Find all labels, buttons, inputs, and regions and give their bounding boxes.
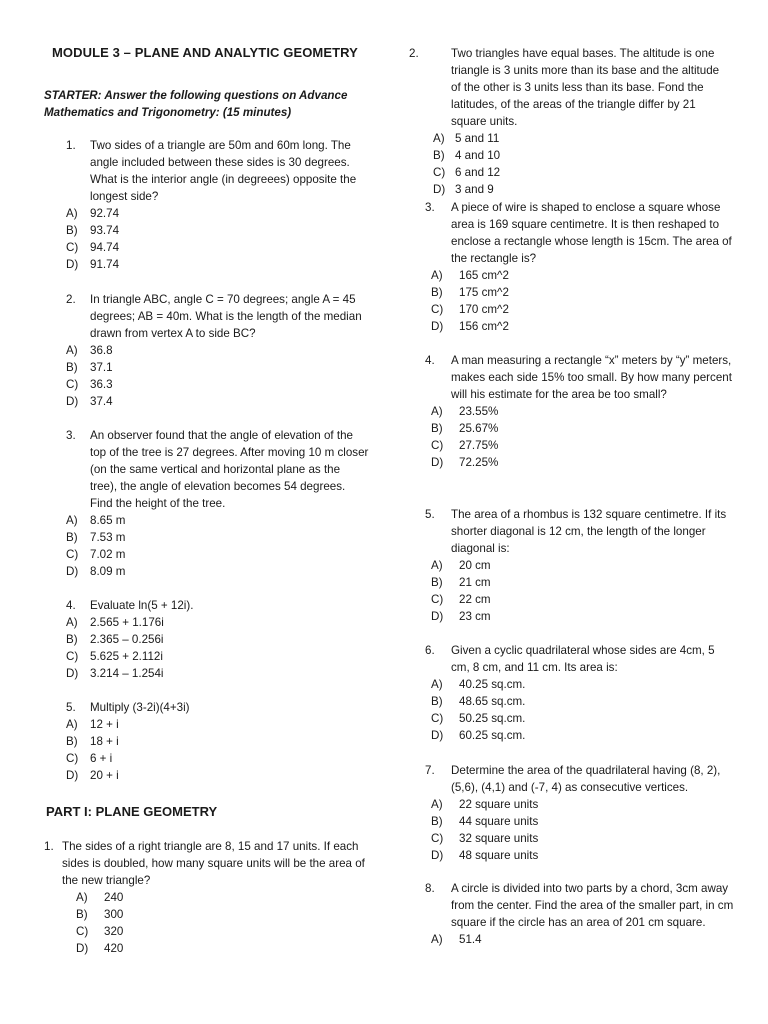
question-text: A circle is divided into two parts by a chord, 3cm away from the center. Find the area of the smaller part, in cm square if the circle has an area of 201 cm square. <box>451 882 734 929</box>
option-letter: C) <box>431 712 444 725</box>
option-text: 22 cm <box>459 593 491 606</box>
option-text: 51.4 <box>459 933 482 946</box>
option-list <box>405 557 735 625</box>
question-text: Multiply (3-2i)(4+3i) <box>90 701 190 714</box>
answer-option <box>40 342 370 359</box>
answer-option <box>405 557 735 574</box>
question-block <box>405 642 735 744</box>
option-text: 8.65 m <box>90 514 126 527</box>
answer-option <box>40 512 370 529</box>
answer-option <box>405 130 725 147</box>
option-letter: D) <box>431 320 444 333</box>
option-letter: D) <box>66 667 79 680</box>
option-text: 300 <box>104 908 124 921</box>
option-letter: C) <box>66 752 79 765</box>
option-letter: D) <box>431 849 444 862</box>
option-text: 20 cm <box>459 559 491 572</box>
answer-option <box>40 733 370 750</box>
question-text: Evaluate ln(5 + 12i). <box>90 599 194 612</box>
option-list <box>40 614 370 682</box>
option-list <box>405 267 735 335</box>
answer-option <box>405 284 735 301</box>
question-block <box>405 762 735 864</box>
question-block <box>40 137 370 273</box>
option-letter: D) <box>76 942 89 955</box>
option-letter: A) <box>66 514 78 527</box>
question-text: In triangle ABC, angle C = 70 degrees; angle A = 45 degrees; AB = 40m. What is the length of the median drawn from vertex A to side BC? <box>90 293 362 340</box>
starter-instructions: STARTER: Answer the following questions on Advance Mathematics and Trigonometry: (15 minutes) <box>44 89 348 119</box>
answer-option <box>40 614 370 631</box>
option-text: 12 + i <box>90 718 119 731</box>
option-text: 48.65 sq.cm. <box>459 695 526 708</box>
answer-option <box>40 529 370 546</box>
option-letter: A) <box>66 718 78 731</box>
page-title: MODULE 3 – PLANE AND ANALYTIC GEOMETRY <box>52 45 358 60</box>
option-text: 21 cm <box>459 576 491 589</box>
option-letter: C) <box>66 378 79 391</box>
answer-option <box>40 205 370 222</box>
answer-option <box>405 693 735 710</box>
option-text: 2.565 + 1.176i <box>90 616 164 629</box>
question-stem <box>405 642 735 676</box>
answer-option <box>405 710 735 727</box>
option-text: 94.74 <box>90 241 120 254</box>
option-text: 18 + i <box>90 735 119 748</box>
option-letter: B) <box>431 286 443 299</box>
option-letter: A) <box>431 933 443 946</box>
option-text: 6 + i <box>90 752 113 765</box>
answer-option <box>40 889 365 906</box>
option-text: 48 square units <box>459 849 539 862</box>
option-letter: B) <box>431 695 443 708</box>
option-letter: D) <box>431 729 444 742</box>
option-letter: D) <box>66 769 79 782</box>
option-text: 37.4 <box>90 395 113 408</box>
option-letter: B) <box>431 422 443 435</box>
question-text: The area of a rhombus is 132 square centimetre. If its shorter diagonal is 12 cm, the length of the longer diagonal is: <box>451 508 727 555</box>
question-number: 2. <box>66 293 76 306</box>
option-text: 5 and 11 <box>455 132 500 145</box>
question-text: Two sides of a triangle are 50m and 60m long. The angle included between these sides is 30 degrees. What is the interior angle (in degreees) opposite the longest side? <box>90 139 357 203</box>
question-number: 8. <box>425 882 435 895</box>
option-list <box>40 889 365 957</box>
answer-option <box>40 222 370 239</box>
question-block <box>405 880 735 948</box>
option-letter: B) <box>431 576 443 589</box>
question-text: Given a cyclic quadrilateral whose sides are 4cm, 5 cm, 8 cm, and 11 cm. Its area is: <box>451 644 715 674</box>
answer-option <box>40 376 370 393</box>
option-letter: C) <box>431 303 444 316</box>
option-letter: A) <box>431 269 443 282</box>
answer-option <box>40 256 370 273</box>
question-number: 4. <box>66 599 76 612</box>
answer-option <box>405 147 725 164</box>
option-text: 165 cm^2 <box>459 269 509 282</box>
question-text: The sides of a right triangle are 8, 15 and 17 units. If each sides is doubled, how many square units will be the area of the new triangle? <box>62 840 365 887</box>
option-list <box>40 205 370 273</box>
option-text: 23.55% <box>459 405 499 418</box>
option-letter: B) <box>76 908 88 921</box>
option-text: 91.74 <box>90 258 120 271</box>
question-stem <box>40 427 370 512</box>
answer-option <box>405 437 735 454</box>
option-list <box>405 403 735 471</box>
option-text: 170 cm^2 <box>459 303 509 316</box>
option-text: 36.8 <box>90 344 113 357</box>
option-text: 3 and 9 <box>455 183 494 196</box>
answer-option <box>405 454 735 471</box>
question-stem <box>40 137 370 205</box>
option-text: 27.75% <box>459 439 499 452</box>
answer-option <box>40 393 370 410</box>
question-text: A man measuring a rectangle “x” meters by “y” meters, makes each side 15% too small. By how many percent will his estimate for the area be too small? <box>451 354 732 401</box>
answer-option <box>40 923 365 940</box>
option-list <box>40 342 370 410</box>
question-text: Determine the area of the quadrilateral having (8, 2), (5,6), (4,1) and (-7, 4) as consecutive vertices. <box>451 764 721 794</box>
question-number: 2. <box>409 47 419 60</box>
option-text: 8.09 m <box>90 565 126 578</box>
question-block <box>40 838 365 957</box>
answer-option <box>40 716 370 733</box>
option-list <box>405 676 735 744</box>
option-letter: B) <box>66 735 78 748</box>
question-block <box>40 427 370 580</box>
option-letter: B) <box>66 224 78 237</box>
option-letter: D) <box>66 258 79 271</box>
question-block <box>405 506 735 625</box>
option-text: 23 cm <box>459 610 491 623</box>
question-block <box>405 352 735 471</box>
option-letter: A) <box>431 405 443 418</box>
option-text: 44 square units <box>459 815 539 828</box>
answer-option <box>40 563 370 580</box>
option-letter: A) <box>76 891 88 904</box>
option-text: 37.1 <box>90 361 113 374</box>
option-text: 93.74 <box>90 224 120 237</box>
option-text: 5.625 + 2.112i <box>90 650 163 663</box>
answer-option <box>405 574 735 591</box>
answer-option <box>405 420 735 437</box>
question-number: 7. <box>425 764 435 777</box>
option-text: 420 <box>104 942 124 955</box>
option-text: 92.74 <box>90 207 120 220</box>
question-stem <box>405 199 735 267</box>
answer-option <box>40 750 370 767</box>
answer-option <box>405 403 735 420</box>
question-number: 6. <box>425 644 435 657</box>
option-letter: C) <box>431 832 444 845</box>
question-stem <box>405 45 725 130</box>
option-letter: A) <box>66 207 78 220</box>
answer-option <box>40 665 370 682</box>
option-letter: C) <box>66 650 79 663</box>
answer-option <box>405 931 735 948</box>
option-text: 40.25 sq.cm. <box>459 678 526 691</box>
option-text: 240 <box>104 891 124 904</box>
option-letter: D) <box>431 456 444 469</box>
option-letter: A) <box>431 798 443 811</box>
question-block <box>40 291 370 410</box>
option-text: 3.214 – 1.254i <box>90 667 164 680</box>
question-stem <box>405 352 735 403</box>
option-text: 2.365 – 0.256i <box>90 633 164 646</box>
question-stem <box>40 838 365 889</box>
option-text: 7.53 m <box>90 531 126 544</box>
option-letter: B) <box>433 149 445 162</box>
answer-option <box>405 847 735 864</box>
question-stem <box>40 597 370 614</box>
answer-option <box>40 631 370 648</box>
question-stem <box>405 880 735 931</box>
answer-option <box>40 359 370 376</box>
option-list <box>40 716 370 784</box>
question-number: 5. <box>66 701 76 714</box>
option-letter: A) <box>66 344 78 357</box>
option-letter: B) <box>66 633 78 646</box>
question-text: Two triangles have equal bases. The altitude is one triangle is 3 units more than its base and the altitude of the other is 3 units less than its base. Fond the latitudes, of the areas of the triangle differ by 21 square units. <box>451 47 720 128</box>
option-list <box>405 796 735 864</box>
question-text: An observer found that the angle of elevation of the top of the tree is 27 degrees. After moving 10 m closer (on the same vertical and horizontal plane as the tree), the angle of elevation becomes 54 degrees. Find the height of the tree. <box>90 429 369 510</box>
answer-option <box>405 813 735 830</box>
option-text: 50.25 sq.cm. <box>459 712 526 725</box>
answer-option <box>40 906 365 923</box>
option-text: 72.25% <box>459 456 499 469</box>
answer-option <box>405 318 735 335</box>
question-block <box>405 199 735 335</box>
question-number: 3. <box>66 429 76 442</box>
answer-option <box>40 940 365 957</box>
question-stem <box>405 762 735 796</box>
option-letter: A) <box>66 616 78 629</box>
option-text: 60.25 sq.cm. <box>459 729 526 742</box>
answer-option <box>405 796 735 813</box>
question-number: 3. <box>425 201 435 214</box>
option-text: 156 cm^2 <box>459 320 509 333</box>
option-letter: C) <box>431 439 444 452</box>
question-text: A piece of wire is shaped to enclose a square whose area is 169 square centimetre. It is then reshaped to enclose a rectangle whose length is 15cm. The area of the rectangle is? <box>451 201 732 265</box>
answer-option <box>40 546 370 563</box>
option-list <box>405 931 735 948</box>
answer-option <box>405 608 735 625</box>
question-number: 1. <box>44 840 54 853</box>
option-letter: D) <box>431 610 444 623</box>
option-text: 6 and 12 <box>455 166 501 179</box>
question-block <box>40 699 370 784</box>
option-text: 320 <box>104 925 124 938</box>
option-text: 32 square units <box>459 832 539 845</box>
option-letter: D) <box>66 565 79 578</box>
question-stem <box>40 699 370 716</box>
option-letter: A) <box>433 132 445 145</box>
question-number: 5. <box>425 508 435 521</box>
answer-option <box>40 767 370 784</box>
option-text: 4 and 10 <box>455 149 501 162</box>
answer-option <box>40 239 370 256</box>
question-number: 4. <box>425 354 435 367</box>
answer-option <box>405 164 725 181</box>
answer-option <box>405 181 725 198</box>
question-stem <box>405 506 735 557</box>
question-block <box>40 597 370 682</box>
option-text: 25.67% <box>459 422 499 435</box>
question-number: 1. <box>66 139 76 152</box>
option-letter: A) <box>431 678 443 691</box>
option-list <box>40 512 370 580</box>
answer-option <box>405 267 735 284</box>
option-letter: A) <box>431 559 443 572</box>
option-letter: C) <box>76 925 89 938</box>
option-text: 175 cm^2 <box>459 286 509 299</box>
option-letter: B) <box>66 531 78 544</box>
answer-option <box>405 301 735 318</box>
question-stem <box>40 291 370 342</box>
answer-option <box>405 676 735 693</box>
option-letter: C) <box>66 548 79 561</box>
option-text: 36.3 <box>90 378 113 391</box>
option-letter: C) <box>431 593 444 606</box>
option-letter: C) <box>433 166 446 179</box>
option-letter: D) <box>66 395 79 408</box>
option-letter: B) <box>66 361 78 374</box>
section-heading: PART I: PLANE GEOMETRY <box>46 804 218 819</box>
answer-option <box>40 648 370 665</box>
option-text: 22 square units <box>459 798 539 811</box>
answer-option <box>405 591 735 608</box>
answer-option <box>405 727 735 744</box>
option-list <box>405 130 725 198</box>
answer-option <box>405 830 735 847</box>
question-block <box>405 45 725 198</box>
option-letter: B) <box>431 815 443 828</box>
option-text: 20 + i <box>90 769 119 782</box>
option-text: 7.02 m <box>90 548 126 561</box>
option-letter: D) <box>433 183 446 196</box>
option-letter: C) <box>66 241 79 254</box>
